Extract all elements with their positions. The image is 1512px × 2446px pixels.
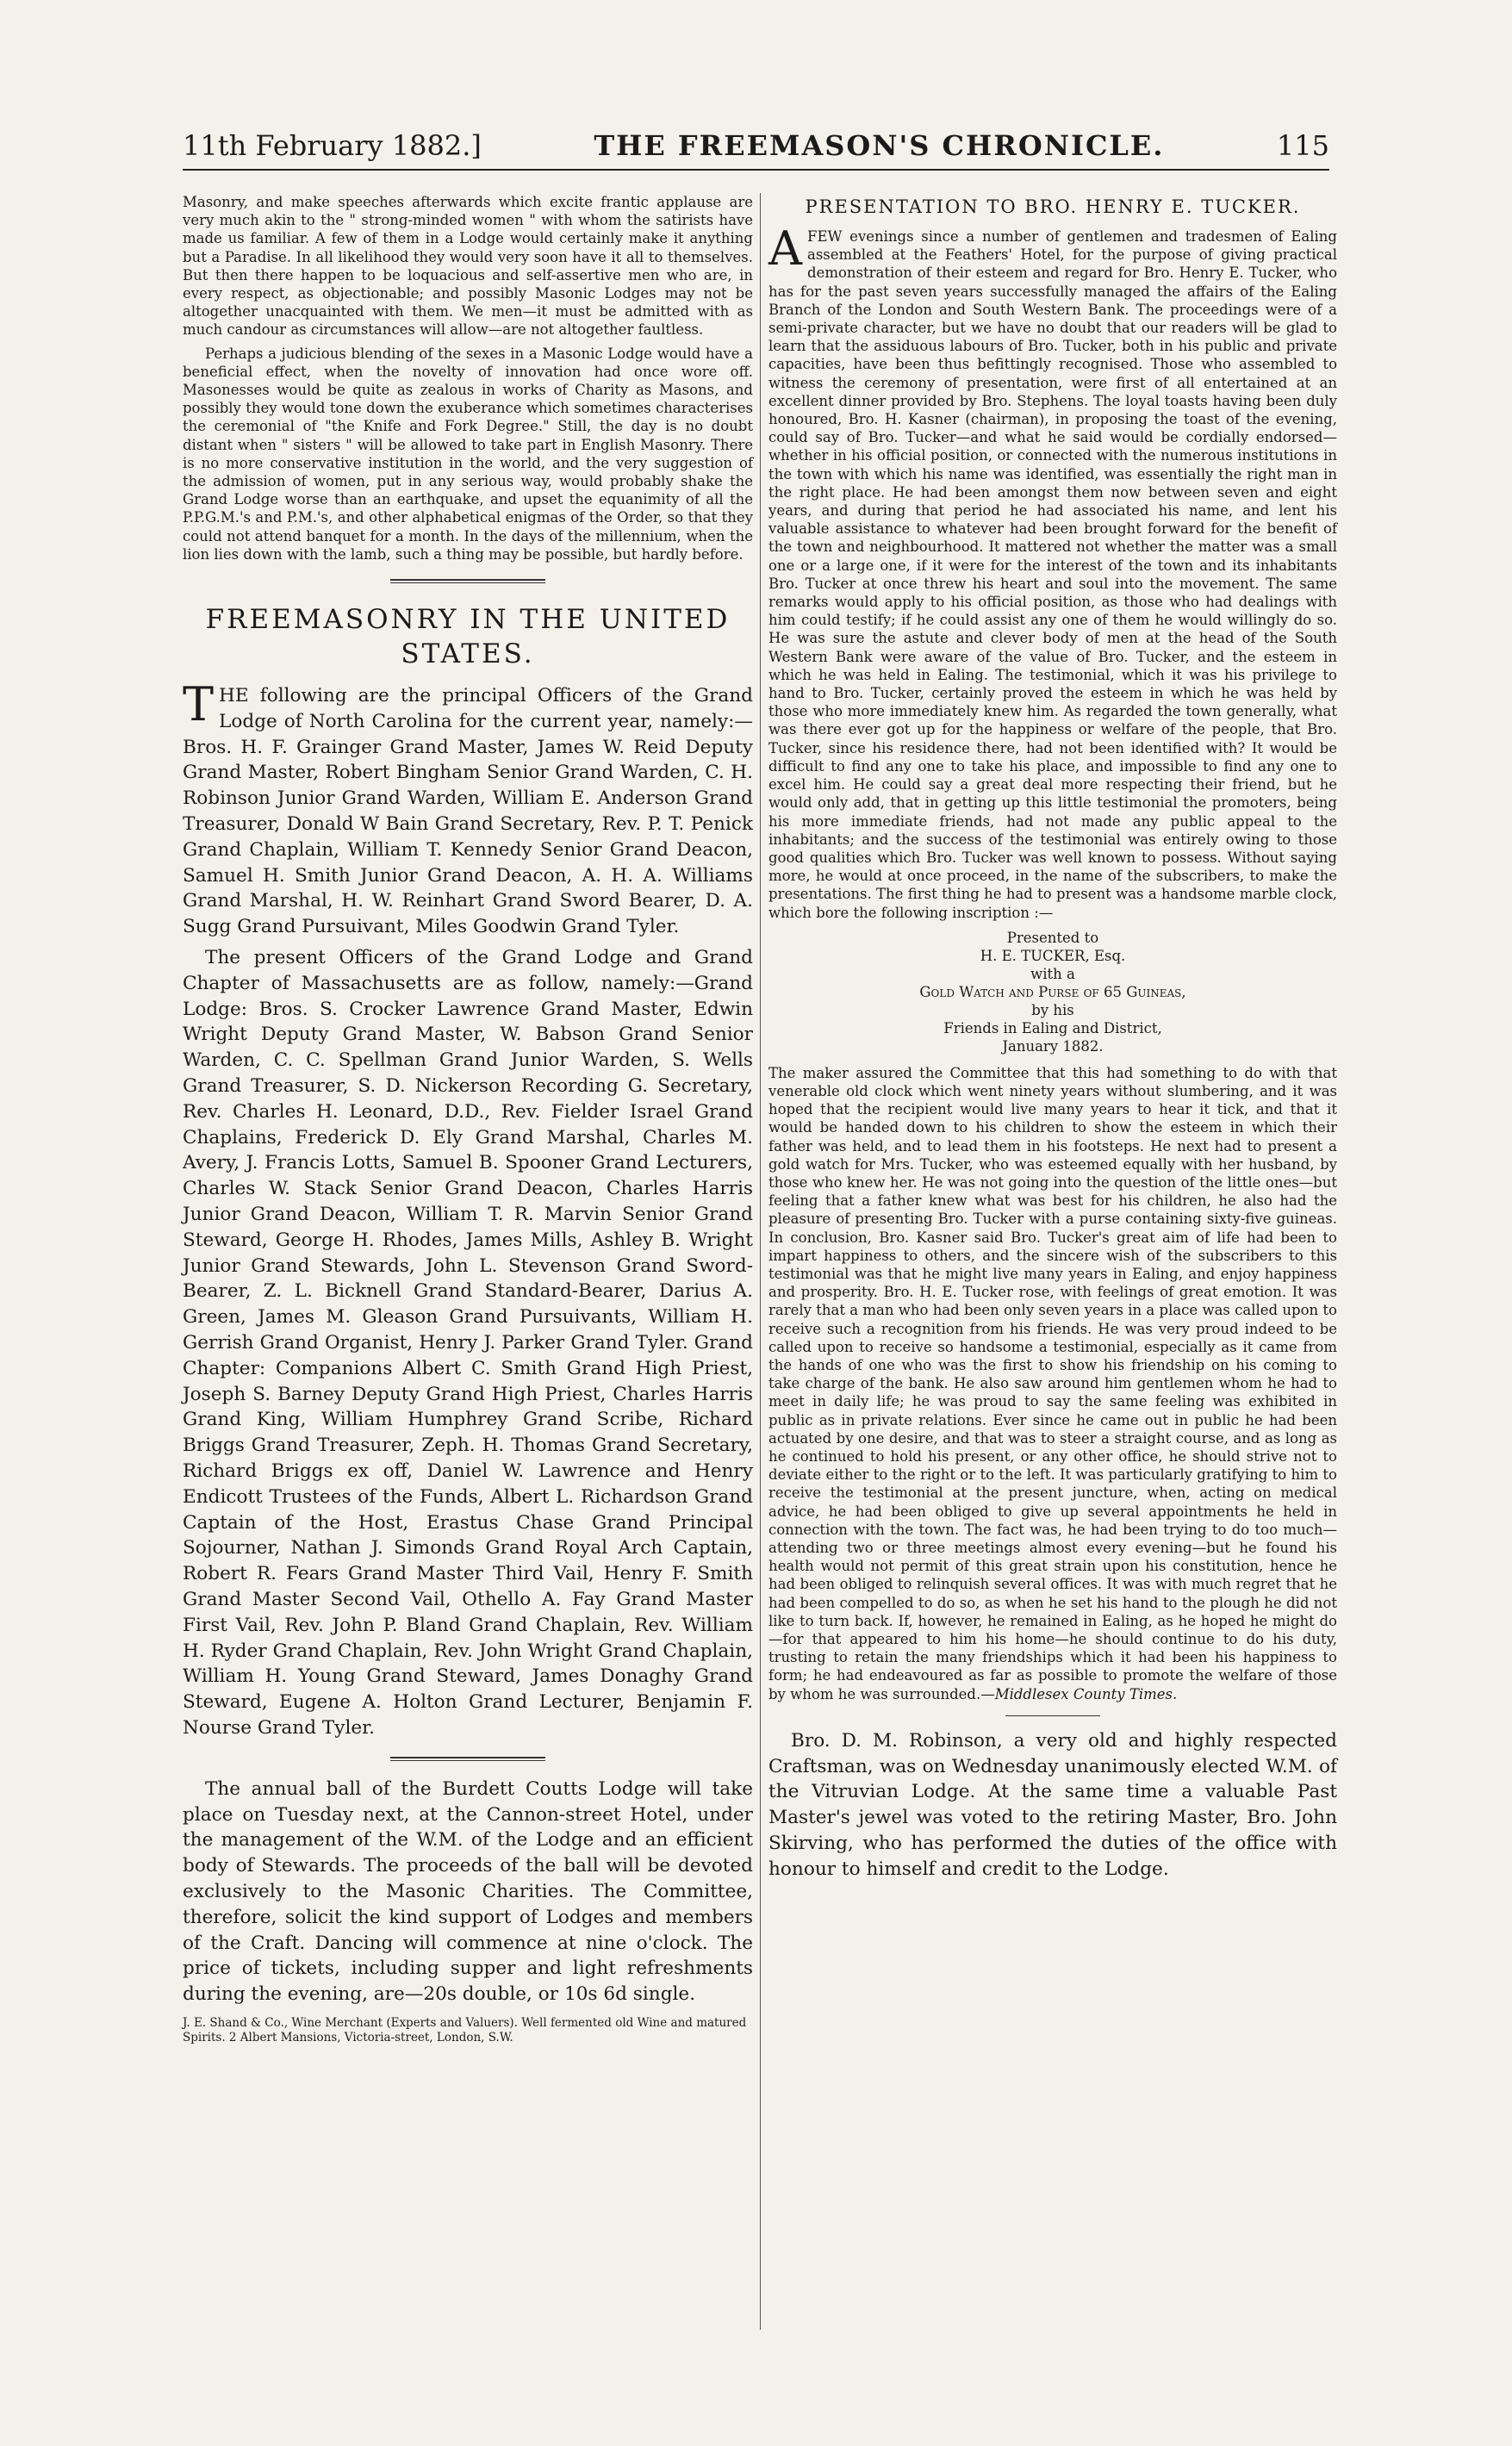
tucker-article-heading: PRESENTATION TO BRO. HENRY E. TUCKER. [805, 196, 1301, 217]
section-separator [390, 579, 545, 583]
left-column [183, 193, 753, 2051]
inscription-line: Friends in Ealing and District, [943, 1019, 1162, 1036]
inscription-line: Presented to [1006, 929, 1099, 946]
masthead-title: THE FREEMASON'S CHRONICLE. [594, 129, 1165, 162]
tucker-paragraph: AFEW evenings since a number of gentlemen and tradesmen of Ealing assembled at the Feathers' Hotel, for the purpose of giving practical demonstration of their esteem and regard for Bro. Henry E. Tucker, who has for the past seven years successfully managed the affairs of the Ealing Branch of the London and South Western Bank. The proceedings were of a semi-private character, but we have no doubt that our readers will be glad to learn that the assiduous labours of Bro. Tucker, both in his public and private capacities, have been thus befittingly recognised. Those who assembled to witness the ceremony of presentation, were first of all entertained at an excellent dinner provided by Bro. Stephens. The loyal toasts having been duly honoured, Bro. H. Kasner (chairman), in proposing the toast of the evening, could say of Bro. Tucker—and what he said would be cordially endorsed—whether in his official position, or connected with the numerous institutions in the town with which his name was identified, was essentially the right man in the right place. He had been amongst them now between seven and eight years, and during that period he had associated his name, and lent his valuable assistance to whatever had been brought forward for the benefit of the town and neighbourhood. It mattered not whether the matter was a small one or a large one, if it were for the interest of the town and its inhabitants Bro. Tucker at once threw his heart and soul into the movement. The same remarks would apply to his official position, as those who had dealings with him could testify; if he could assist any one of them he would willingly do so. He was sure the astute and clever body of men at the head of the South Western Bank were aware of the value of Bro. Tucker, and the esteem in which he was held in Ealing. The testimonial, which it was his privilege to hand to Bro. Tucker, certainly proved the esteem in which he was held by those who more immediately knew him. As regarded the town generally, what was there ever got up for the happiness or welfare of the people, that Bro. Tucker, since his residence there, had not been identified with? It would be difficult to find any one to take his place, and impossible to find any one to excel him. He could say a great deal more respecting their friend, but he would only add, that in getting up this little testimonial the promoters, being his more immediate friends, had not made any public appeal to the inhabitants; and the success of the testimonial was entirely owing to those good qualities which Bro. Tucker was well known to possess. Without saying more, he would at once proceed, in the name of the subscribers, to make the presentations. The first thing he had to present was a handsome marble clock, which bore the following inscription :— [768, 221, 1337, 921]
source-credit: Middlesex County Times. [994, 1685, 1178, 1702]
page-number: 115 [1276, 129, 1329, 162]
north-carolina-paragraph: THE following are the principal Officers of the Grand Lodge of North Carolina for the current year, namely:—Bros. H. F. Grainger Grand Master, James W. Reid Deputy Grand Master, Robert Bingham Senior Grand Warden, C. H. Robinson Junior Grand Warden, William E. Anderson Grand Treasurer, Donald W Bain Grand Secretary, Rev. P. T. Penick Grand Chaplain, William T. Kennedy Senior Grand Deacon, Samuel H. Smith Junior Grand Deacon, A. H. A. Williams Grand Marshal, H. W. Reinhart Grand Sword Bearer, D. A. Sugg Grand Pursuivant, Miles Goodwin Grand Tyler. [183, 677, 753, 938]
clock-inscription [768, 929, 1337, 1055]
us-article-heading: FREEMASONRY IN THE UNITED STATES. [205, 604, 731, 670]
inscription-line: by his [1031, 1001, 1074, 1018]
massachusetts-paragraph: The present Officers of the Grand Lodge and Grand Chapter of Massachusetts are as follow, namely:—Grand Lodge: Bros. S. Crocker Lawrence Grand Master, Edwin Wright Deputy Grand Master, W. Babson Grand Senior Warden, C. C. Spellman Grand Junior Warden, S. Wells Grand Treasurer, S. D. Nickerson Recording G. Secretary, Rev. Charles H. Leonard, D.D., Rev. Fielder Israel Grand Chaplains, Frederick D. Ely Grand Marshal, Charles M. Avery, J. Francis Lotts, Samuel B. Spooner Grand Lecturers, Charles W. Stack Senior Grand Deacon, Charles Harris Junior Grand Deacon, William T. R. Marvin Senior Grand Steward, George H. Rhodes, James Mills, Ashley B. Wright Junior Grand Stewards, John L. Stevenson Grand Sword-Bearer, Z. L. Bicknell Grand Standard-Bearer, Darius A. Green, James M. Gleason Grand Pursuivants, William H. Gerrish Grand Organist, Henry J. Parker Grand Tyler. Grand Chapter: Companions Albert C. Smith Grand High Priest, Joseph S. Barney Deputy Grand High Priest, Charles Harris Grand King, William Humphrey Grand Scribe, Richard Briggs Grand Treasurer, Zeph. H. Thomas Grand Secretary, Richard Briggs ex off, Daniel W. Lawrence and Henry Endicott Trustees of the Funds, Albert L. Richardson Grand Captain of the Host, Erastus Chase Grand Principal Sojourner, Nathan J. Simonds Grand Royal Arch Captain, Robert R. Fears Grand Master Third Vail, Henry F. Smith Grand Master Second Vail, Othello A. Fay Grand Master First Vail, Rev. John P. Bland Grand Chaplain, Rev. William H. Ryder Grand Chaplain, Rev. John Wright Grand Chaplain, William H. Young Grand Steward, James Donaghy Grand Steward, Eugene A. Holton Grand Lecturer, Benjamin F. Nourse Grand Tyler. [183, 947, 753, 1739]
inscription-line: January 1882. [1002, 1037, 1104, 1055]
issue-date: 11th February 1882.] [183, 129, 482, 162]
running-header [183, 129, 1329, 171]
wine-merchant-advert: J. E. Shand & Co., Wine Merchant (Experts and Valuers). Well fermented old Wine and matured Spirits. 2 Albert Mansions, Victoria-street, London, S.W. [183, 2015, 747, 2045]
tucker-reply-paragraph [768, 1064, 1337, 1703]
inscription-line: Gold Watch and Purse of 65 Guineas, [919, 983, 1186, 1000]
women-masonry-paragraph-1: Masonry, and make speeches afterwards which excite frantic applause are very much akin to the " strong-minded women " with whom the satirists have made us familiar. A few of them in a Lodge would certainly make it anything but a Paradise. In all likelihood they would very soon have it all to themselves. But then there happen to be loquacious and self-assertive men who are, in every respect, as objectionable; and possibly Masonic Lodges may not be altogether unacquainted with them. We men—it must be admitted with as much candour as circumstances will allow—are not altogether faultless. [183, 194, 753, 339]
right-column [768, 193, 1337, 1888]
ball-notice-paragraph: The annual ball of the Burdett Coutts Lodge will take place on Tuesday next, at the Cannon-street Hotel, under the management of the W.M. of the Lodge and an efficient body of Stewards. The proceeds of the ball will be devoted exclusively to the Masonic Charities. The Committee, therefore, solicit the kind support of Lodges and members of the Craft. Dancing will commence at nine o'clock. The price of tickets, including supper and light refreshments during the evening, are—20s double, or 10s 6d single. [183, 1777, 753, 2006]
column-divider [760, 193, 761, 2330]
section-separator-2 [390, 1757, 545, 1761]
tucker-reply-text: The maker assured the Committee that this had something to do with that venerable old clock which went ninety years without slumbering, and it was hoped that the recipient would live many years to hear it tick, and that it would be handed down to his children to show the esteem in which their father was held, and to lead them in his footsteps. He next had to present a gold watch for Mrs. Tucker, who was esteemed equally with her husband, by those who knew her. He was not going into the question of the little ones—but feeling that a father knew what was best for his children, he also had the pleasure of presenting Bro. Tucker with a purse containing sixty-five guineas. In conclusion, Bro. Kasner said Bro. Tucker's great aim of life had been to impart happiness to others, and the sincere wish of the subscribers to this testimonial was that he might live many years in Ealing, and enjoy happiness and prosperity. Bro. H. E. Tucker rose, with feelings of great emotion. It was rarely that a man who had been only seven years in a place was called upon to receive such a recognition from his friends. He was very proud indeed to be called upon to receive so handsome a testimonial, especially as it came from the hands of one who was the first to show his friendship on his coming to take charge of the bank. He also saw around him gentlemen whom he had to meet in daily life; he was proud to say the same feeling was exhibited in public as in private relations. Ever since he came out in public he had been actuated by one desire, and that was to steer a straight course, and as long as he continued to hold his present, or any other office, he should strive not to deviate either to the right or to the left. It was particularly gratifying to him to receive the testimonial at the present juncture, when, acting on medical advice, he had been obliged to give up several appointments he held in connection with the town. The fact was, he had been trying to do too much—attending two or three meetings almost every evening—but he found his health would not permit of this great strain upon his constitution, hence he had been obliged to relinquish several offices. It was with much regret that he had been compelled to do so, as when he set his hand to the plough he did not like to turn back. If, however, he remained in Ealing, as he hoped he might do—for that appeared to him his home—he should continue to do his duty, trusting to retain the many friendships which it had been his happiness to form; he had endeavoured as far as possible to promote the welfare of those by whom he was surrounded.— [768, 1064, 1337, 1702]
robinson-paragraph: Bro. D. M. Robinson, a very old and highly respected Craftsman, was on Wednesday unanimously elected W.M. of the Vitruvian Lodge. At the same time a valuable Past Master's jewel was voted to the retiring Master, Bro. John Skirving, who has performed the duties of the office with honour to himself and credit to the Lodge. [768, 1729, 1337, 1880]
inscription-line: H. E. TUCKER, Esq. [980, 947, 1126, 964]
inscription-line: with a [1030, 965, 1075, 982]
section-separator-3 [1005, 1715, 1100, 1716]
women-masonry-paragraph-2: Perhaps a judicious blending of the sexes in a Masonic Lodge would have a beneficial effect, when the novelty of innovation had once wore off. Masonesses would be quite as zealous in works of Charity as Masons, and possibly they would tone down the exuberance which sometimes characterises the ceremonial of "the Knife and Fork Degree." Still, the day is no doubt distant when " sisters " will be allowed to take part in English Masonry. There is no more conservative institution in the world, and the very suggestion of the admission of women, put in any serious way, would probably shake the Grand Lodge worse than an earthquake, and upset the equanimity of all the P.P.G.M.'s and P.M.'s, and other alphabetical enigmas of the Order, so that they could not attend banquet for a month. In the days of the millennium, when the lion lies down with the lamb, such a thing may be possible, but hardly before. [183, 345, 753, 563]
